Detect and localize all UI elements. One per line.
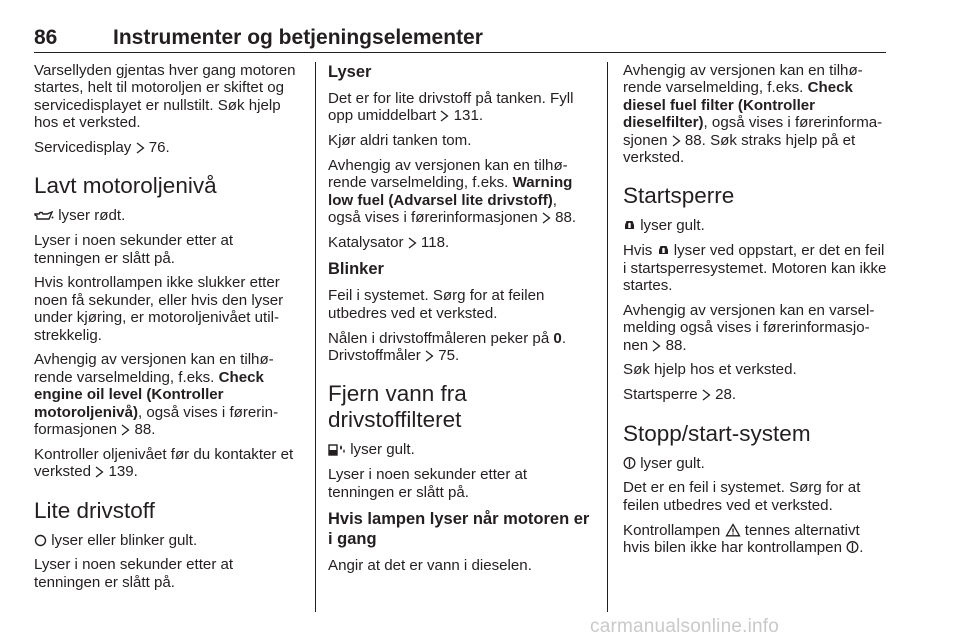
section-heading: Lite drivstoff — [34, 497, 155, 523]
sub-heading: Blinker — [328, 260, 384, 279]
paragraph: Startsperre 28. — [623, 386, 737, 404]
watermark: carmanualsonline.info — [590, 616, 780, 637]
paragraph: Det er for lite drivstoff på tanken. Fyll opp umiddelbart 131. — [328, 90, 574, 125]
paragraph: Søk hjelp hos et verksted. — [623, 361, 797, 379]
column-2 — [328, 62, 592, 582]
page-reference-arrow-icon — [672, 135, 681, 147]
page-ref[interactable]: 88. — [555, 209, 577, 227]
message-text: Check diesel fuel filter (Kontroller dieselfilter) — [623, 79, 853, 132]
paragraph: Kontrollampen tennes alternativt hvis bilen ikke har kontrollampen . — [623, 521, 864, 557]
paragraph: Angir at det er vann i dieselen. — [328, 557, 532, 575]
page-ref[interactable]: 131. — [453, 107, 484, 125]
lamp-line: lyser rødt. — [34, 207, 302, 224]
paragraph: Lyser i noen sekunder etter at tenningen er slått på. — [34, 556, 234, 591]
section-heading: Fjern vann fra drivstoffilteret — [328, 381, 467, 433]
page-number: 86 — [34, 26, 58, 49]
section-heading: Lavt motoroljenivå — [34, 173, 217, 199]
column-divider — [607, 62, 608, 612]
page-title: Instrumenter og betjeningselementer — [113, 26, 483, 49]
lamp-line: lyser gult. — [623, 217, 889, 234]
page-ref[interactable]: 76. — [148, 139, 170, 157]
column-divider — [315, 62, 316, 612]
lamp-line: lyser gult. — [623, 455, 889, 472]
column-1 — [34, 62, 302, 599]
page-ref[interactable]: 88. — [665, 336, 687, 354]
paragraph: Katalysator 118. — [328, 234, 450, 252]
section-heading: Startsperre — [623, 183, 735, 209]
paragraph: Hvis kontrollampen ikke slukker etter noen få sekunder, eller hvis den lyser under kjøring, er motoroljenivået utilstrekkelig. — [34, 274, 284, 344]
lamp-line: lyser eller blinker gult. — [34, 532, 302, 549]
paragraph: Avhengig av versjonen kan en varselmelding også vises i førerinformasjonen 88. — [623, 301, 875, 354]
fuel-ring-icon — [34, 534, 47, 547]
page-ref[interactable]: 75. — [438, 347, 460, 365]
page-reference-arrow-icon — [95, 466, 104, 478]
paragraph: Kontroller oljenivået før du kontakter et verksted 139. — [34, 445, 294, 481]
paragraph: Avhengig av versjonen kan en tilhørende varselmelding, f.eks. Check diesel fuel filter (Kontroller dieselfilter), også vises i førerinformasjonen 88. Søk straks hjelp på et verksted. — [623, 62, 883, 167]
page-reference-arrow-icon — [652, 340, 661, 352]
page-ref[interactable]: 88. — [134, 421, 156, 439]
page-reference-arrow-icon — [121, 424, 130, 436]
stop-start-a-icon — [846, 540, 859, 554]
immobilizer-car-key-icon — [657, 244, 670, 257]
paragraph: Feil i systemet. Sørg for at feilen utbedres ved et verksted. — [328, 287, 545, 322]
paragraph: Avhengig av versjonen kan en tilhørende varselmelding, f.eks. Check engine oil level (Kontroller motoroljenivå), også vises i førerinformasjonen 88. — [34, 351, 279, 439]
paragraph: Servicedisplay 76. — [34, 139, 170, 157]
column-3 — [623, 62, 889, 564]
paragraph: Nålen i drivstoffmåleren peker på 0. — [328, 329, 567, 347]
warning-triangle-icon — [725, 523, 741, 537]
message-text: Warning low fuel (Advarsel lite drivstoff) — [328, 174, 573, 209]
page-reference-arrow-icon — [542, 212, 551, 224]
paragraph: Hvis lyser ved oppstart, er det en feil i startsperresystemet. Motoren kan ikke startes. — [623, 242, 887, 295]
page-header — [34, 26, 886, 53]
section-heading: Stopp/start-system — [623, 420, 811, 446]
paragraph: Varsellyden gjentas hver gang motoren startes, helt til motoroljen er skiftet og servicedisplayet er nullstilt. Søk hjelp hos et verksted. — [34, 62, 296, 132]
oil-can-icon — [34, 210, 54, 222]
stop-start-a-icon — [623, 456, 636, 470]
paragraph: Kjør aldri tanken tom. — [328, 132, 472, 150]
sub-heading: Lyser — [328, 63, 372, 81]
paragraph: Lyser i noen sekunder etter at tenningen er slått på. — [328, 466, 528, 501]
paragraph: Avhengig av versjonen kan en tilhørende varselmelding, f.eks. Warning low fuel (Advarsel lite drivstoff), også vises i førerinformasjonen 88. — [328, 157, 577, 227]
message-text: Check engine oil level (Kontroller motoroljenivå) — [34, 368, 264, 421]
page-ref[interactable]: 139. — [108, 463, 138, 481]
water-in-fuel-icon — [328, 443, 346, 456]
paragraph: Det er en feil i systemet. Sørg for at feilen utbedres ved et verksted. — [623, 479, 861, 514]
page-reference-arrow-icon — [702, 389, 711, 401]
sub-heading: Hvis lampen lyser når motoren er i gang — [328, 510, 590, 549]
page-ref[interactable]: 88. Søk straks hjelp på et verksted. — [623, 131, 856, 167]
page-reference-arrow-icon — [408, 237, 417, 249]
paragraph: Lyser i noen sekunder etter at tenningen er slått på. — [34, 232, 234, 267]
page-reference-arrow-icon — [425, 350, 434, 362]
page-reference-arrow-icon — [440, 110, 449, 122]
lamp-line: lyser gult. — [328, 441, 592, 458]
page-reference-arrow-icon — [136, 142, 145, 154]
immobilizer-car-key-icon — [623, 219, 636, 232]
page-ref[interactable]: 118. — [420, 234, 450, 252]
page-ref[interactable]: 28. — [715, 386, 737, 404]
paragraph: Drivstoffmåler 75. — [328, 347, 460, 365]
